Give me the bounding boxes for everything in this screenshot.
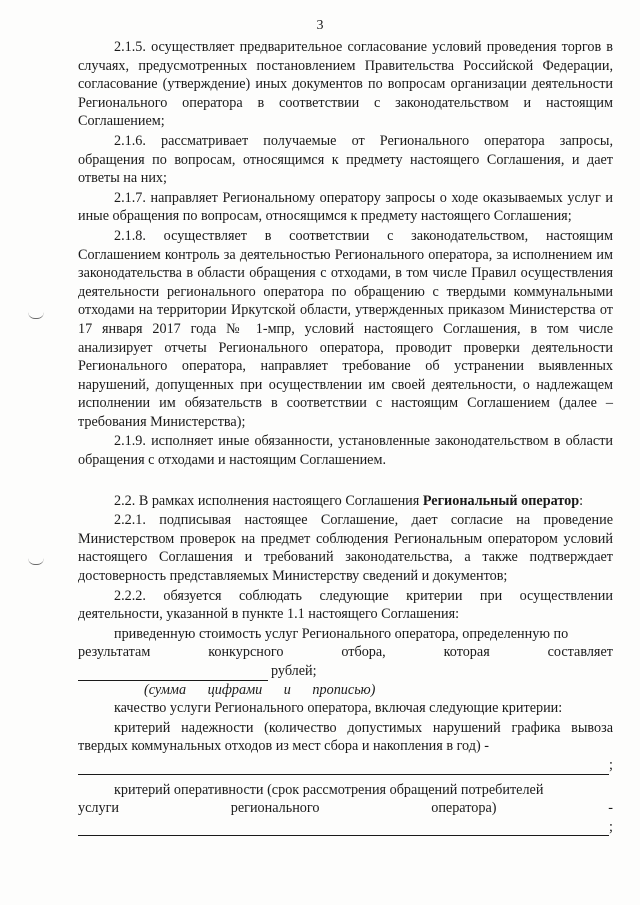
amount-caption: (сумма цифрами и прописью) [144, 681, 376, 698]
price-line: приведенную стоимость услуг Регионального оператора, определенную по [114, 625, 569, 642]
efficiency-criterion: критерий оперативности (срок рассмотрения обращений потребителей [114, 781, 544, 798]
price-word-results: результатам [78, 644, 151, 661]
clause-2-1-8: 2.1.8. осуществляет в соответствии с законодательством, настоящим Соглашением контроль за деятельностью Регионального оператора, за исполнением им законодательства в области обращения с отходами, в том числе Правил осуществления деятельности регионального оператора по обращению с твердыми коммунальными отходами на территории Иркутской области, утвержденных приказом Министерства от 17 января 2017 года № 1-мпр, условий настоящего Соглашения, в том числе анализирует отчеты Регионального оператора, проводит проверки деятельности Регионального оператора, направляет требование об устранении выявленных нарушений, допущенных при осуществлении им своей деятельности, о надлежащем исполнении им обязательств в соответствии с настоящим Соглашением (далее – требования Министерства); [78, 227, 613, 430]
efficiency-word-service: услуги [78, 800, 119, 817]
clause-2-2-1: 2.2.1. подписывая настоящее Соглашение, дает согласие на проведение Министерством проверок на предмет соблюдения Региональным оператором условий настоящего Соглашения и требований законодательства, а также подтверждает достоверность представляемых Министерству сведений и документов; [78, 512, 613, 585]
quality-criteria: качество услуги Регионального оператора, включая следующие критерии: [114, 700, 563, 717]
price-word-which: которая [443, 644, 490, 661]
price-line-continued [78, 643, 613, 662]
clause-2-2-2: 2.2.2. обязуется соблюдать следующие критерии при осуществлении деятельности, указанной в пункте 1.1 настоящего Соглашения: [78, 587, 613, 623]
clause-2-1-9: 2.1.9. исполняет иные обязанности, установленные законодательством в области обращения с отходами и настоящим Соглашением. [78, 433, 613, 469]
scan-mark [28, 312, 44, 319]
efficiency-blank [78, 821, 609, 836]
efficiency-word-regional: регионального [230, 800, 320, 817]
reliability-criterion: критерий надежности (количество допустимых нарушений графика вывоза твердых коммунальных отходов из мест сбора и накопления в год) - [78, 719, 613, 755]
regional-operator-bold: Региональный оператор [422, 492, 580, 509]
rubles-label: рублей; [271, 663, 317, 679]
efficiency-dash: - [608, 800, 613, 817]
clause-2-1-6: 2.1.6. рассматривает получаемые от Регионального оператора запросы, обращения по вопросам, относящимся к предмету настоящего Соглашения, и дает ответы на них; [78, 132, 613, 187]
efficiency-blank-row [78, 818, 613, 837]
clause-2-2-colon: : [579, 492, 584, 509]
price-amount-blank [78, 666, 268, 681]
price-word-selection: отбора, [341, 644, 386, 661]
page-number: 3 [316, 18, 324, 33]
document-body [78, 38, 613, 836]
reliability-semicolon: ; [609, 756, 613, 773]
clause-2-2-lead: 2.2. В рамках исполнения настоящего Соглашения [114, 492, 423, 509]
clause-2-2 [78, 492, 613, 511]
clause-2-1-7: 2.1.7. направляет Региональному оператору запросы о ходе оказываемых услуг и иные обращения по вопросам, относящимся к предмету настоящего Соглашения; [78, 189, 613, 225]
scan-mark [28, 558, 44, 565]
clause-2-1-5: 2.1.5. осуществляет предварительное согласование условий проведения торгов в случаях, предусмотренных постановлением Правительства Российской Федерации, согласование (утверждение) иных документов по вопросам организации деятельности Регионального оператора в соответствии с законодательством и настоящим Соглашением; [78, 39, 613, 130]
price-word-competitive: конкурсного [208, 644, 284, 661]
reliability-blank-row [78, 756, 613, 775]
efficiency-word-operator: оператора) [431, 800, 497, 817]
efficiency-line-continued [78, 799, 613, 818]
efficiency-semicolon: ; [609, 818, 613, 835]
section-gap [78, 470, 613, 492]
reliability-blank [78, 760, 609, 775]
price-amount-row [78, 662, 613, 681]
price-word-amounts: составляет [547, 644, 613, 661]
